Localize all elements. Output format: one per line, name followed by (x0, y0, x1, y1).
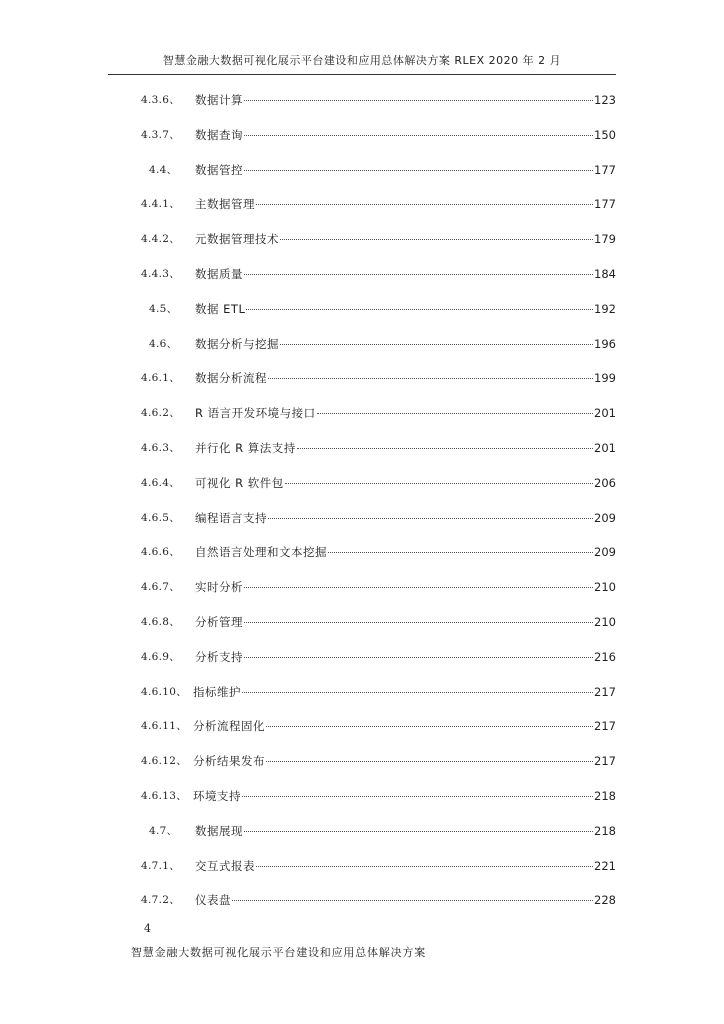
toc-entry[interactable] (0, 856, 724, 876)
toc-dot-leader (244, 586, 593, 588)
toc-entry-page: 177 (594, 197, 616, 212)
toc-entry-number: 4.7.2、 (141, 894, 181, 907)
toc-entry-title: 可视化 R 软件包 (195, 475, 284, 490)
toc-entry-body (195, 229, 616, 249)
toc-entry-number: 4.3.7、 (141, 128, 181, 141)
toc-entry-number: 4.4.3、 (141, 268, 181, 280)
page-header: 智慧金融大数据可视化展示平台建设和应用总体解决方案 RLEX 2020 年 2 月 (162, 54, 562, 67)
toc-entry[interactable] (0, 403, 724, 423)
toc-entry-number: 4.6.12、 (141, 755, 187, 768)
toc-entry-page: 177 (594, 162, 616, 177)
toc-entry-page: 179 (594, 232, 616, 247)
toc-entry-title: 数据计算 (195, 93, 243, 107)
toc-entry[interactable] (0, 299, 724, 319)
toc-dot-leader (242, 795, 593, 797)
toc-entry-body (193, 682, 616, 702)
toc-entry[interactable] (0, 647, 724, 667)
toc-entry-body (195, 299, 616, 319)
toc-entry[interactable] (0, 890, 724, 910)
toc-dot-leader (317, 412, 593, 414)
toc-entry-page: 210 (594, 580, 616, 595)
toc-entry-body (195, 438, 616, 458)
toc-dot-leader (328, 551, 593, 553)
toc-entry[interactable] (0, 334, 724, 354)
toc-entry-number: 4.6.5、 (141, 511, 181, 524)
toc-entry-body (195, 577, 616, 597)
toc-dot-leader (280, 343, 593, 345)
toc-entry[interactable] (0, 786, 724, 806)
toc-entry-title: 数据管控 (195, 162, 243, 177)
toc-dot-leader (244, 621, 593, 623)
toc-dot-leader (266, 760, 593, 762)
toc-entry-page: 217 (594, 754, 616, 769)
toc-dot-leader (246, 308, 593, 310)
toc-entry-page: 123 (594, 93, 616, 107)
toc-entry-number: 4.6.10、 (141, 685, 187, 698)
toc-entry-title: 并行化 R 算法支持 (195, 441, 296, 455)
toc-entry-title: 数据查询 (195, 127, 243, 142)
toc-entry-title: 元数据管理技术 (195, 232, 279, 247)
footer-title: 智慧金融大数据可视化展示平台建设和应用总体解决方案 (131, 946, 426, 959)
toc-entry-body (195, 890, 616, 910)
toc-dot-leader (280, 238, 593, 240)
toc-entry-number: 4.6.6、 (141, 546, 181, 559)
toc-entry-page: 216 (594, 649, 616, 664)
toc-entry-page: 218 (594, 823, 616, 838)
toc-entry-number: 4.6.11、 (141, 720, 187, 733)
toc-entry-number: 4.6.13、 (141, 790, 187, 802)
toc-dot-leader (256, 203, 593, 205)
toc-entry-title: 数据分析流程 (195, 371, 267, 386)
toc-entry-page: 217 (594, 719, 616, 734)
toc-entry[interactable] (0, 682, 724, 702)
toc-entry[interactable] (0, 716, 724, 736)
toc-entry-body (195, 508, 616, 528)
toc-entry-title: 实时分析 (195, 580, 243, 595)
toc-entry[interactable] (0, 751, 724, 771)
toc-entry-title: 数据分析与挖掘 (195, 336, 279, 351)
toc-entry-body (195, 612, 616, 632)
toc-dot-leader (244, 134, 593, 136)
toc-entry-page: 221 (594, 858, 616, 873)
toc-entry-page: 228 (594, 893, 616, 908)
toc-entry[interactable] (0, 368, 724, 388)
toc-entry-body (195, 647, 616, 667)
toc-entry-page: 201 (594, 441, 616, 455)
toc-dot-leader (244, 169, 593, 171)
toc-entry-title: 指标维护 (193, 684, 241, 699)
toc-entry-number: 4.4.1、 (141, 198, 181, 211)
toc-entry-title: 编程语言支持 (195, 510, 267, 525)
toc-entry-body (195, 821, 616, 841)
toc-entry-body (195, 264, 616, 284)
toc-entry-body (195, 334, 616, 354)
toc-entry-number: 4.4、 (149, 163, 178, 176)
toc-entry-body (195, 90, 616, 110)
toc-entry-page: 199 (594, 371, 616, 386)
toc-entry-page: 192 (594, 301, 616, 316)
toc-entry-title: 分析结果发布 (193, 754, 265, 769)
toc-entry-title: 分析流程固化 (193, 719, 265, 734)
toc-entry[interactable] (0, 229, 724, 249)
toc-entry-number: 4.5、 (149, 302, 178, 315)
toc-entry-number: 4.4.2、 (141, 233, 181, 246)
toc-entry-number: 4.6.3、 (141, 442, 181, 454)
toc-dot-leader (244, 830, 593, 832)
toc-entry-page: 150 (594, 127, 616, 142)
toc-entry-number: 4.6、 (149, 337, 178, 350)
header-divider (108, 74, 616, 75)
toc-entry-number: 4.7.1、 (141, 859, 181, 872)
toc-entry[interactable] (0, 612, 724, 632)
toc-entry-title: 交互式报表 (195, 858, 255, 873)
toc-entry-page: 184 (594, 267, 616, 281)
toc-dot-leader (244, 99, 593, 101)
toc-entry-page: 206 (594, 475, 616, 490)
toc-entry-page: 209 (594, 545, 616, 560)
toc-entry[interactable] (0, 821, 724, 841)
toc-entry-title: 数据展现 (195, 823, 243, 838)
toc-dot-leader (244, 273, 593, 275)
toc-entry-title: 分析管理 (195, 615, 243, 629)
toc-dot-leader (268, 517, 593, 519)
toc-entry[interactable] (0, 577, 724, 597)
toc-dot-leader (256, 865, 593, 867)
toc-entry-title: 数据质量 (195, 267, 243, 281)
toc-entry-number: 4.6.4、 (141, 476, 181, 489)
toc-dot-leader (285, 482, 593, 484)
toc-entry-number: 4.6.8、 (141, 616, 181, 628)
toc-dot-leader (266, 725, 593, 727)
toc-entry-body (195, 368, 616, 388)
toc-entry[interactable] (0, 473, 724, 493)
toc-entry-body (195, 160, 616, 180)
toc-entry-page: 201 (594, 406, 616, 421)
toc-entry-page: 218 (594, 789, 616, 803)
toc-entry-body (195, 473, 616, 493)
toc-entry-title: 环境支持 (193, 789, 241, 803)
page-number: 4 (144, 922, 151, 935)
toc-entry-title: 自然语言处理和文本挖掘 (195, 545, 327, 560)
toc-entry[interactable] (0, 160, 724, 180)
toc-dot-leader (242, 691, 593, 693)
toc-entry-title: 分析支持 (195, 649, 243, 664)
toc-entry-title: R 语言开发环境与接口 (195, 406, 316, 421)
toc-entry-title: 主数据管理 (195, 197, 255, 212)
toc-entry-page: 210 (594, 615, 616, 629)
toc-entry-number: 4.6.2、 (141, 407, 181, 420)
toc-entry-number: 4.6.1、 (141, 372, 181, 385)
toc-entry-title: 数据 ETL (195, 301, 246, 316)
toc-entry[interactable] (0, 542, 724, 562)
toc-entry[interactable] (0, 264, 724, 284)
toc-dot-leader (268, 377, 593, 379)
toc-entry[interactable] (0, 508, 724, 528)
toc-entry-body (195, 403, 616, 423)
toc-entry-body (193, 786, 616, 806)
toc-entry-page: 217 (594, 684, 616, 699)
toc-dot-leader (297, 447, 593, 449)
toc-entry-number: 4.6.7、 (141, 581, 181, 594)
toc-entry-page: 209 (594, 510, 616, 525)
toc-entry-title: 仪表盘 (195, 893, 231, 908)
toc-entry[interactable] (0, 90, 724, 110)
toc-entry-body (193, 716, 616, 736)
toc-entry[interactable] (0, 194, 724, 214)
toc-entry-body (195, 194, 616, 214)
toc-entry[interactable] (0, 438, 724, 458)
toc-entry-number: 4.7、 (149, 824, 178, 837)
toc-entry-number: 4.6.9、 (141, 650, 181, 663)
toc-dot-leader (244, 656, 593, 658)
toc-entry-number: 4.3.6、 (141, 94, 181, 106)
toc-entry-body (195, 125, 616, 145)
toc-entry-page: 196 (594, 336, 616, 351)
toc-dot-leader (232, 899, 593, 901)
toc-entry-body (195, 856, 616, 876)
toc-entry[interactable] (0, 125, 724, 145)
toc-entry-body (193, 751, 616, 771)
toc-entry-body (195, 542, 616, 562)
